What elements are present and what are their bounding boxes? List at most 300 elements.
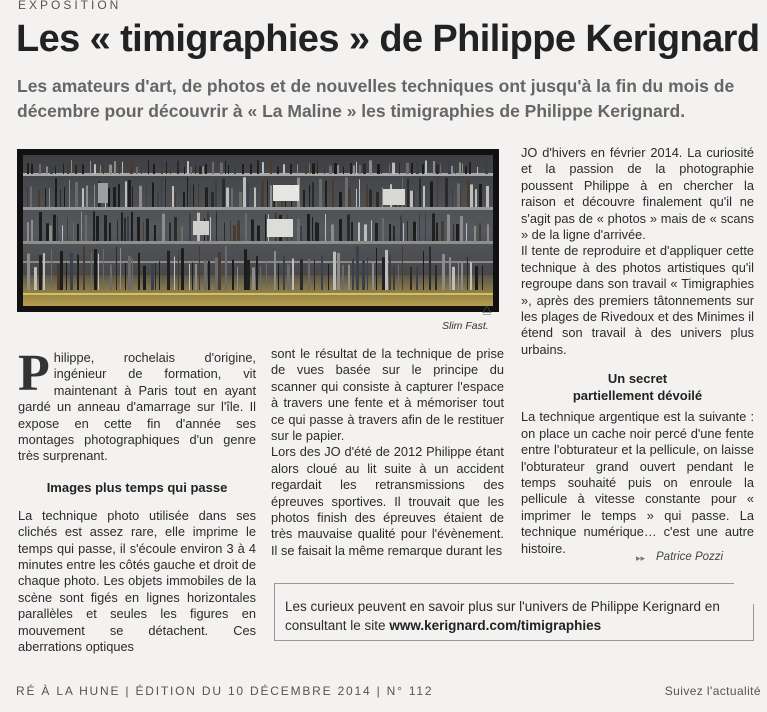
photo-streak	[132, 186, 133, 207]
photo-streak	[132, 258, 133, 290]
photo-streak	[389, 256, 391, 290]
photo-streak	[239, 192, 242, 207]
photo-streak	[82, 188, 84, 207]
photo-streak	[215, 181, 217, 207]
photo-streak	[448, 163, 451, 174]
photo-streak	[225, 246, 227, 290]
photo-streak	[162, 214, 165, 241]
photo-streak	[337, 165, 339, 174]
photo-streak	[430, 182, 433, 207]
photo-streak	[283, 164, 285, 174]
photo-streak	[218, 252, 221, 290]
photo-streak	[83, 246, 85, 290]
photo-streak	[167, 251, 170, 290]
photo-streak	[467, 257, 468, 290]
photo-streak	[222, 179, 225, 207]
photo-streak	[243, 177, 246, 207]
photo-streak	[49, 188, 50, 207]
photo-streak	[325, 181, 327, 207]
photo-streak	[183, 192, 185, 207]
photo-streak	[154, 225, 156, 241]
photo-streak	[382, 187, 383, 207]
photo-streak	[300, 259, 303, 290]
photo-streak	[257, 160, 259, 174]
body-paragraph: La technique photo utilisée dans ses clichés est assez rare, elle imprime le temps qui passe, il s'écoule environ 3 à 4 minutes entre les côtés gauche et droit de chaque photo. Les objets immobiles de la scène sont figés en lignes horizontales parallèles et seules les figures en mouvement se détachent. Ces aberrations optiques	[18, 507, 256, 655]
photo-streak	[251, 220, 254, 241]
photo-streak	[369, 190, 372, 207]
photo-streak	[334, 163, 337, 174]
photo-streak	[362, 261, 365, 290]
photo-streak	[233, 225, 236, 241]
info-box-corner	[734, 583, 755, 604]
subheading-line: partiellement dévoilé	[572, 388, 703, 404]
photo-streak	[407, 221, 408, 241]
photo-streak	[49, 226, 52, 241]
photo-streak	[242, 164, 244, 174]
photo-streak	[70, 253, 73, 290]
photo-streak	[429, 247, 431, 290]
photo-streak	[469, 162, 471, 174]
photo-streak	[297, 164, 298, 174]
photo-streak	[57, 217, 58, 241]
photo-streak	[170, 166, 171, 174]
timigraphy-image	[23, 155, 493, 306]
photo-streak	[460, 216, 463, 241]
photo-streak	[457, 183, 460, 207]
photo-streak	[482, 265, 483, 290]
photo-streak	[228, 165, 229, 174]
photo-streak	[55, 178, 57, 207]
photo-streak	[69, 180, 70, 207]
photo-streak	[120, 248, 121, 290]
photo-streak	[51, 249, 52, 290]
page-footer	[16, 684, 761, 702]
photo-streak	[485, 162, 488, 174]
photo-streak	[86, 186, 88, 207]
photo-streak	[364, 224, 367, 241]
article-column-1	[18, 345, 256, 656]
photo-streak	[231, 188, 233, 207]
photo-streak	[410, 191, 413, 207]
photo-streak	[230, 221, 231, 241]
author-signature: Patrice Pozzi	[656, 551, 724, 563]
photo-streak	[413, 222, 416, 241]
photo-streak	[308, 259, 310, 290]
photo-streak	[108, 188, 110, 207]
photo-streak	[389, 224, 391, 241]
photo-streak	[174, 217, 177, 241]
photo-streak	[453, 224, 454, 241]
photo-streak	[455, 163, 456, 174]
photo-streak	[73, 222, 74, 241]
photo-streak	[392, 163, 395, 174]
photo-streak	[381, 162, 382, 174]
photo-streak	[57, 264, 60, 290]
photo-streak	[195, 264, 197, 290]
photo-streak	[125, 181, 127, 207]
photo-streak	[331, 224, 334, 241]
article-column-2	[271, 346, 504, 559]
photo-streak	[45, 188, 46, 207]
photo-streak	[479, 223, 481, 241]
photo-streak	[63, 164, 64, 174]
photo-streak	[212, 162, 214, 174]
photo-streak	[161, 161, 163, 174]
photo-streak	[385, 250, 388, 290]
photo-streak	[60, 251, 63, 290]
photo-streak	[67, 218, 68, 241]
photo-streak	[458, 263, 459, 290]
photo-streak	[348, 188, 351, 207]
photo-streak	[75, 182, 78, 207]
photo-streak	[146, 180, 147, 207]
article-lede: Les amateurs d'art, de photos et de nouvelles techniques ont jusqu'à la fin du mois de décembre pour découvrir à « La Maline » les timigraphies de Philippe Kerignard.	[17, 76, 735, 121]
photo-streak	[237, 220, 240, 241]
photo-streak	[143, 222, 144, 241]
photo-streak	[356, 189, 357, 207]
photo-streak	[184, 167, 185, 174]
section-kicker: EXPOSITION	[18, 0, 122, 12]
photo-streak	[199, 247, 200, 290]
photo-streak	[270, 185, 272, 207]
photo-streak	[318, 223, 319, 241]
photo-streak	[71, 160, 72, 174]
photo-streak	[376, 248, 377, 290]
photo-streak	[247, 181, 249, 207]
photo-streak	[307, 214, 310, 241]
photo-streak	[103, 164, 104, 174]
photo-streak	[245, 213, 247, 241]
photo-streak	[410, 267, 412, 290]
photo-streak	[190, 167, 192, 174]
photo-streak	[266, 261, 267, 290]
photo-streak	[452, 267, 455, 290]
photo-streak	[440, 165, 441, 174]
photo-streak	[90, 161, 91, 174]
photo-streak	[34, 267, 37, 290]
photo-streak	[456, 224, 459, 241]
photo-streak	[146, 219, 149, 241]
photo-streak	[172, 186, 174, 207]
photo-streak	[366, 184, 368, 207]
photo-streak	[85, 215, 87, 241]
photo-streak	[128, 180, 131, 207]
photo-streak	[138, 253, 140, 290]
photo-streak	[303, 190, 305, 207]
photo-streak	[314, 260, 315, 290]
photo-streak	[27, 187, 28, 207]
photo-streak	[465, 166, 467, 174]
photo-streak	[339, 192, 342, 207]
photo-streak	[232, 260, 234, 290]
photo-streak	[329, 166, 332, 174]
photo-streak	[53, 215, 56, 241]
photo-streak	[372, 262, 374, 290]
photo-streak	[425, 161, 427, 174]
photo-streak	[39, 164, 41, 174]
photo-streak	[224, 223, 225, 241]
photo-streak	[166, 161, 167, 174]
photo-streak	[94, 164, 96, 174]
intro-paragraph: hilippe, rochelais d'origine, ingénieur de formation, vit maintenant à Paris tout en ayant gardé un anneau d'amarrage sur l'île. Il expose en cette fin d'année ses montages photographiques d'un genre très surprenant.	[18, 350, 256, 464]
photo-streak	[459, 162, 461, 174]
photo-streak	[403, 223, 404, 241]
photo-streak	[252, 267, 255, 290]
photo-streak	[352, 259, 354, 290]
photo-streak	[215, 258, 218, 290]
photo-streak	[55, 167, 56, 174]
photo-streak	[189, 214, 191, 241]
photo-streak	[137, 217, 140, 241]
photo-streak	[406, 163, 409, 174]
photo-streak	[470, 262, 472, 290]
photo-streak	[441, 221, 444, 241]
photo-streak	[130, 161, 133, 174]
photo-streak	[297, 219, 300, 241]
photo-streak	[190, 184, 191, 207]
photo-streak	[382, 257, 385, 290]
info-text: Les curieux peuvent en savoir plus sur l'univers de Philippe Kerignard en consultant le site	[285, 599, 720, 633]
photo-streak	[109, 223, 111, 241]
signature-arrows: ▸▸	[636, 553, 646, 563]
photo-streak	[121, 212, 123, 241]
subheading-line: Un secret	[607, 371, 668, 387]
photo-streak	[343, 167, 344, 174]
photo-streak	[436, 165, 439, 174]
photo-streak	[442, 254, 445, 290]
photo-streak	[114, 161, 116, 174]
photo-streak	[175, 192, 176, 207]
photo-streak	[27, 254, 30, 290]
photo-streak	[342, 265, 344, 290]
photo-streak	[116, 247, 117, 290]
subheading-secret	[521, 370, 754, 404]
photo-streak	[363, 164, 366, 174]
photo-streak	[337, 253, 340, 290]
photo-streak	[419, 178, 421, 207]
photo-streak	[199, 166, 202, 174]
photo-streak	[432, 214, 435, 241]
photo-streak	[192, 262, 193, 290]
photo-streak	[81, 212, 82, 241]
photo-streak	[371, 220, 372, 241]
photo-streak	[348, 265, 350, 290]
photo-streak	[122, 162, 123, 174]
photo-streak	[270, 160, 272, 174]
article-column-3	[521, 145, 754, 557]
photo-streak	[187, 177, 188, 207]
photo-streak	[187, 161, 189, 174]
photo-streak	[328, 264, 329, 290]
photo-streak	[407, 179, 409, 207]
photo-streak	[96, 216, 99, 241]
photo-streak	[359, 179, 360, 207]
photo-streak	[124, 218, 126, 241]
photo-streak	[127, 216, 129, 241]
photo-streak	[77, 224, 79, 241]
photo-streak	[94, 249, 97, 290]
photo-streak	[423, 251, 424, 290]
photo-streak	[151, 264, 154, 290]
photo-streak	[274, 251, 276, 290]
photo-streak	[265, 215, 266, 241]
photo-streak	[43, 253, 45, 290]
photo-streak	[181, 248, 184, 290]
photo-streak	[419, 213, 420, 241]
photo-streak	[451, 166, 453, 174]
photo-streak	[153, 164, 155, 174]
photo-streak	[225, 161, 226, 174]
photo-streak	[210, 217, 211, 241]
photo-streak	[433, 161, 435, 174]
photo-streak	[377, 164, 380, 174]
photo-streak	[27, 163, 29, 174]
photo-streak	[393, 265, 395, 290]
photo-streak	[165, 178, 166, 207]
photo-streak	[254, 188, 256, 207]
photo-streak	[94, 185, 95, 207]
photo-streak	[416, 267, 418, 290]
body-paragraph: sont le résultat de la technique de prise de vues basée sur le principe du scanner qui consiste à capturer l'espace à travers une fente et à mémoriser tout ce qui passe à travers afin de le restituer sur le papier.	[271, 346, 504, 444]
photo-streak	[353, 165, 355, 174]
photo-streak	[100, 165, 101, 174]
photo-streak	[467, 181, 470, 207]
photo-streak	[46, 166, 48, 174]
photo-streak	[50, 166, 53, 174]
photo-streak	[46, 223, 49, 241]
body-paragraph: Lors des JO d'été de 2012 Philippe étant alors cloué au lit suite à un accident regardait les retransmissions des épreuves sportives. Il trouvait que les photos finish des épreuves étaient de très mauvaise qualité pour l'évènement. Il se faisait la même remarque durant les	[271, 444, 504, 558]
photo-streak	[260, 266, 261, 290]
photo-streak	[136, 167, 138, 174]
photo-streak	[287, 265, 290, 290]
photo-streak	[193, 185, 194, 207]
photo-streak	[202, 166, 204, 174]
photo-streak	[117, 221, 118, 241]
photo-streak	[436, 223, 438, 241]
subheading-images: Images plus temps qui passe	[46, 479, 228, 495]
photo-streak	[67, 163, 69, 174]
photo-streak	[250, 164, 252, 174]
photo-streak	[486, 186, 489, 207]
photo-streak	[356, 162, 357, 174]
photo-streak	[31, 163, 33, 174]
photo-streak	[189, 264, 190, 290]
photo-streak	[226, 188, 229, 207]
photo-streak	[437, 178, 438, 207]
photo-streak	[312, 217, 313, 241]
photo-streak	[181, 226, 183, 241]
photo-streak	[290, 164, 292, 174]
photo-streak	[321, 256, 323, 290]
photo-streak	[204, 261, 207, 290]
photo-streak	[118, 184, 120, 207]
photo-streak	[399, 163, 400, 174]
photo-streak	[198, 184, 199, 207]
photo-streak	[143, 266, 146, 290]
photo-streak	[474, 226, 476, 241]
photo-streak	[445, 178, 448, 207]
photo-streak	[389, 165, 390, 174]
photo-streak	[447, 215, 450, 241]
footer-follow: Suivez l'actualité	[664, 684, 761, 698]
photo-streak	[411, 163, 413, 174]
photo-streak	[312, 163, 315, 174]
photo-streak	[300, 226, 302, 241]
photo-streak	[220, 163, 223, 174]
photo-streak	[177, 161, 179, 174]
website-link[interactable]: www.kerignard.com/timigraphies	[389, 618, 602, 633]
photo-streak	[234, 164, 236, 174]
footer-edition: RÉ À LA HUNE | ÉDITION DU 10 DÉCEMBRE 2014 | N° 112	[16, 684, 434, 698]
photo-streak	[75, 165, 77, 174]
drop-cap: P	[18, 345, 50, 402]
body-paragraph: La technique argentique est la suivante : on place un cache noir percé d'une fente entre l'obturateur et la pellicule, on laisse l'obturateur grand ouvert pendant le temps souhaité puis on enroule la pellicule à vitesse constante pour « imprimer le temps » qui passe. La technique numérique… c'est une autre histoire.	[521, 409, 754, 556]
photo-streak	[178, 250, 179, 290]
photo-streak	[462, 164, 463, 174]
photo-streak	[339, 219, 342, 241]
photo-streak	[358, 222, 360, 241]
photo-streak	[452, 187, 453, 207]
photo-streak	[148, 160, 149, 174]
photo-streak	[257, 226, 260, 241]
photo-streak	[237, 267, 238, 290]
photo-streak	[39, 255, 42, 290]
article-headline: Les « timigraphies » de Philippe Kerignard	[16, 18, 760, 60]
photo-streak	[62, 225, 63, 241]
photo-streak	[423, 186, 425, 207]
photo-streak	[393, 226, 395, 241]
photo-streak	[460, 188, 461, 207]
photo-streak	[103, 249, 104, 290]
photo-streak	[477, 167, 478, 174]
photo-streak	[174, 257, 175, 290]
photo-streak	[128, 256, 131, 290]
photo-streak	[305, 166, 307, 174]
photo-streak	[345, 177, 348, 207]
photo-streak	[159, 261, 160, 290]
photo-streak	[376, 192, 379, 207]
photo-streak	[247, 260, 250, 290]
photo-streak	[205, 164, 207, 174]
photo-streak	[30, 186, 32, 207]
photo-streak	[141, 164, 142, 174]
photo-streak	[152, 183, 154, 207]
photo-streak	[39, 212, 42, 241]
photo-streak	[317, 162, 318, 174]
photo-streak	[64, 187, 65, 207]
photo-streak	[277, 166, 279, 174]
photo-streak	[461, 261, 463, 290]
photo-streak	[208, 261, 210, 290]
photo-credit: Slim Fast.	[442, 320, 489, 332]
photo-streak	[398, 264, 399, 290]
photo-streak	[351, 222, 353, 241]
article-photo	[17, 149, 499, 312]
photo-streak	[60, 190, 61, 207]
photo-streak	[110, 264, 112, 290]
photo-streak	[333, 252, 336, 290]
photo-streak	[359, 165, 361, 174]
photo-streak	[109, 165, 112, 174]
photo-streak	[400, 215, 402, 241]
photo-streak	[38, 190, 40, 207]
photo-streak	[422, 164, 424, 174]
photo-streak	[315, 222, 318, 241]
photo-streak	[262, 162, 264, 174]
photo-streak	[356, 246, 359, 290]
photo-streak	[244, 249, 247, 290]
info-box	[274, 583, 754, 641]
